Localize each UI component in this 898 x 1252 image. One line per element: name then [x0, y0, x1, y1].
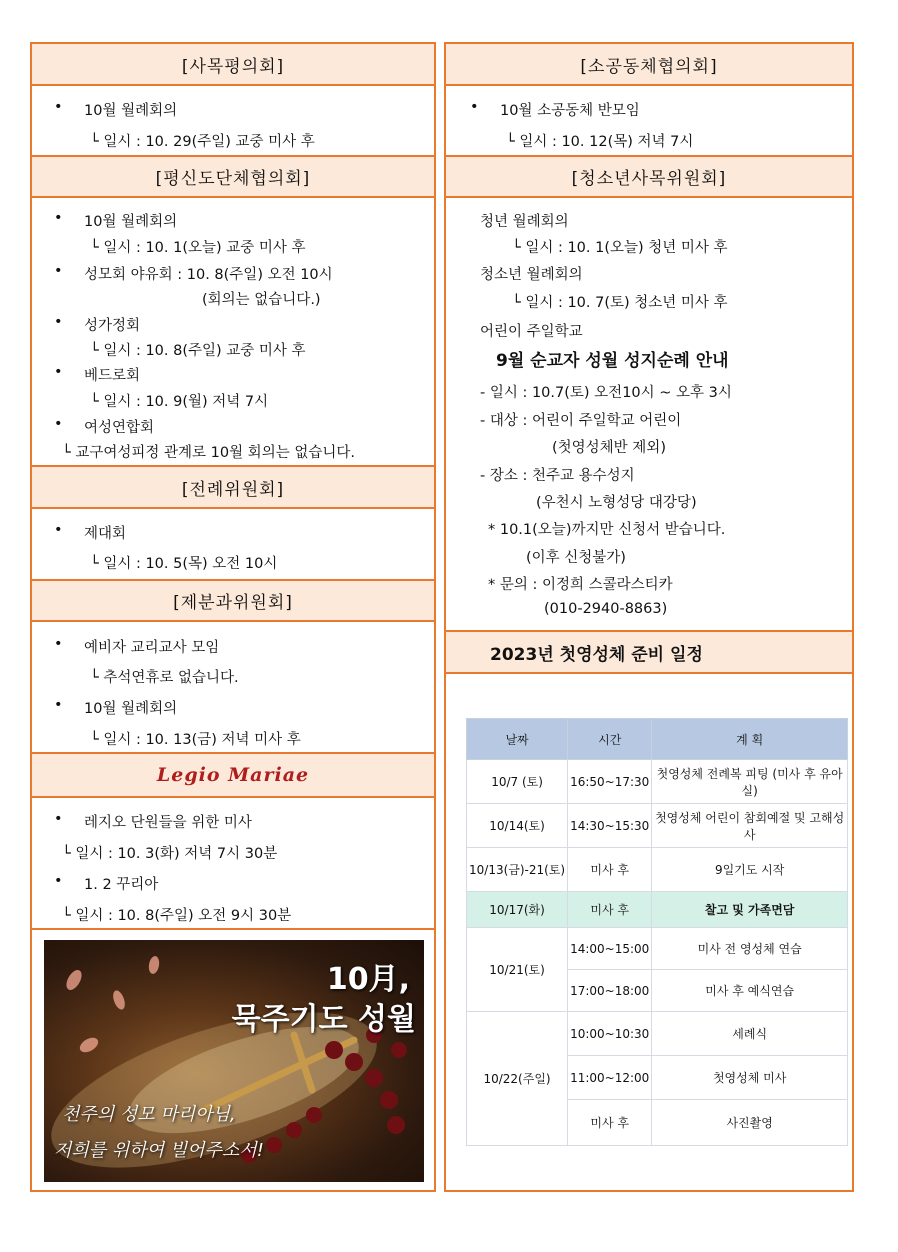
- pastoral-council-header: [32, 44, 434, 86]
- list-item: └ 일시 : 10. 5(목) 오전 10시: [90, 556, 278, 572]
- date-cell: 10/21(토): [467, 928, 568, 1012]
- list-item: • 1. 2 꾸리아: [84, 873, 158, 894]
- plan-cell: 미사 전 영성체 연습: [652, 928, 848, 970]
- list-item: └ 일시 : 10. 1(오늘) 교중 미사 후: [90, 240, 306, 256]
- list-item: • 10월 소공동체 반모임: [500, 99, 640, 120]
- list-item: └ 교구여성피정 관계로 10월 회의는 없습니다.: [62, 445, 355, 461]
- date-cell: 10/7 (토): [467, 760, 568, 804]
- list-item: └ 일시 : 10. 1(오늘) 청년 미사 후: [512, 240, 728, 256]
- left-column: [30, 42, 436, 1192]
- list-item: 청소년 월례회의: [480, 267, 583, 283]
- time-cell: 10:00~10:30: [568, 1012, 652, 1056]
- first-communion-header: [446, 630, 852, 674]
- table-row: [467, 804, 848, 848]
- image-prayer-line: 저희를 위하여 빌어주소서!: [54, 1140, 264, 1161]
- plan-cell: 사진촬영: [652, 1100, 848, 1146]
- list-item: └ 일시 : 10. 12(목) 저녁 7시: [506, 134, 694, 150]
- legio-mariae-logo: Legio Mariae: [156, 764, 310, 786]
- laity-council-header: [32, 155, 434, 198]
- list-item: • 10월 월례회의: [84, 99, 177, 120]
- plan-cell: 미사 후 예식연습: [652, 970, 848, 1012]
- table-row: [467, 928, 848, 970]
- date-cell: 10/14(토): [467, 804, 568, 848]
- legio-mariae-header: [32, 752, 434, 798]
- list-item: └ 일시 : 10. 8(주일) 교중 미사 후: [90, 343, 306, 359]
- image-prayer-line: 천주의 성모 마리아님,: [62, 1104, 236, 1125]
- rosary-month-image: [44, 940, 424, 1182]
- column-header-date: 날짜: [467, 719, 568, 760]
- time-cell: 11:00~12:00: [568, 1056, 652, 1100]
- plan-cell: 찰고 및 가족면담: [652, 892, 848, 928]
- list-item: (회의는 없습니다.): [202, 292, 321, 308]
- divider: [32, 928, 434, 930]
- time-cell: 미사 후: [568, 892, 652, 928]
- list-item: • 예비자 교리교사 모임: [84, 636, 219, 657]
- section-title: [전례위원회]: [181, 479, 285, 500]
- first-communion-schedule-table: [466, 718, 848, 1146]
- list-item: └ 일시 : 10. 29(주일) 교중 미사 후: [90, 134, 315, 150]
- list-item: • 레지오 단원들을 위한 미사: [84, 811, 252, 832]
- list-item: - 일시 : 10.7(토) 오전10시 ~ 오후 3시: [480, 385, 732, 401]
- list-item: • 베드로회: [84, 364, 140, 385]
- section-title: [사목평의회]: [181, 56, 285, 77]
- list-item: 청년 월례회의: [480, 214, 569, 230]
- list-item: • 성가정회: [84, 314, 140, 335]
- list-item: (첫영성체반 제외): [552, 440, 666, 456]
- section-title: [소공동체협의회]: [580, 56, 718, 77]
- section-title: [평신도단체협의회]: [155, 169, 311, 189]
- image-title-line: 10月,: [326, 962, 410, 997]
- list-item: └ 일시 : 10. 13(금) 저녁 미사 후: [90, 732, 301, 748]
- list-item: └ 일시 : 10. 7(토) 청소년 미사 후: [512, 295, 728, 311]
- list-item: • 10월 월례회의: [84, 697, 177, 718]
- table-row: [467, 848, 848, 892]
- plan-cell: 세례식: [652, 1012, 848, 1056]
- list-item: └ 일시 : 10. 3(화) 저녁 7시 30분: [62, 846, 278, 862]
- table-row: [467, 1012, 848, 1056]
- list-item: (이후 신청불가): [526, 550, 626, 566]
- list-item: • 제대회: [84, 522, 126, 543]
- list-item: └ 일시 : 10. 9(월) 저녁 7시: [90, 394, 269, 410]
- list-item: 어린이 주일학교: [480, 324, 583, 340]
- right-column: [444, 42, 854, 1192]
- liturgy-committee-header: [32, 465, 434, 509]
- list-item: • 10월 월례회의: [84, 210, 177, 231]
- list-item: • 여성연합회: [84, 416, 154, 437]
- plan-cell: 9일기도 시작: [652, 848, 848, 892]
- small-community-header: [446, 44, 852, 86]
- contact-phone: (010-2940-8863): [544, 601, 668, 617]
- table-row: [467, 760, 848, 804]
- column-header-plan: 계 획: [652, 719, 848, 760]
- list-item: * 10.1(오늘)까지만 신청서 받습니다.: [488, 522, 726, 538]
- table-row: [467, 892, 848, 928]
- list-item: (우천시 노형성당 대강당): [536, 495, 697, 511]
- image-title-line: 묵주기도 성월: [231, 1002, 416, 1037]
- youth-committee-header: [446, 155, 852, 198]
- plan-cell: 첫영성체 미사: [652, 1056, 848, 1100]
- list-item: - 장소 : 천주교 용수성지: [480, 468, 635, 484]
- date-cell: 10/13(금)-21(토): [467, 848, 568, 892]
- list-item: └ 추석연휴로 없습니다.: [90, 670, 239, 686]
- subcommittee-header: [32, 579, 434, 622]
- time-cell: 미사 후: [568, 848, 652, 892]
- pilgrimage-title: 9월 순교자 성월 성지순례 안내: [496, 351, 729, 371]
- plan-cell: 첫영성체 전례복 피팅 (미사 후 유아실): [652, 760, 848, 804]
- date-cell: 10/22(주일): [467, 1012, 568, 1146]
- list-item: └ 일시 : 10. 8(주일) 오전 9시 30분: [62, 908, 292, 924]
- time-cell: 미사 후: [568, 1100, 652, 1146]
- list-item: * 문의 : 이정희 스콜라스티카: [488, 577, 673, 593]
- list-item: - 대상 : 어린이 주일학교 어린이: [480, 413, 682, 429]
- plan-cell: 첫영성체 어린이 참회예절 및 고해성사: [652, 804, 848, 848]
- section-title: 2023년 첫영성체 준비 일정: [490, 644, 703, 665]
- column-header-time: 시간: [568, 719, 652, 760]
- date-cell: 10/17(화): [467, 892, 568, 928]
- time-cell: 14:00~15:00: [568, 928, 652, 970]
- list-item: • 성모회 야유회 : 10. 8(주일) 오전 10시: [84, 263, 333, 284]
- section-title: [청소년사목위원회]: [571, 169, 727, 189]
- time-cell: 16:50~17:30: [568, 760, 652, 804]
- section-title: [제분과위원회]: [173, 593, 293, 613]
- time-cell: 17:00~18:00: [568, 970, 652, 1012]
- time-cell: 14:30~15:30: [568, 804, 652, 848]
